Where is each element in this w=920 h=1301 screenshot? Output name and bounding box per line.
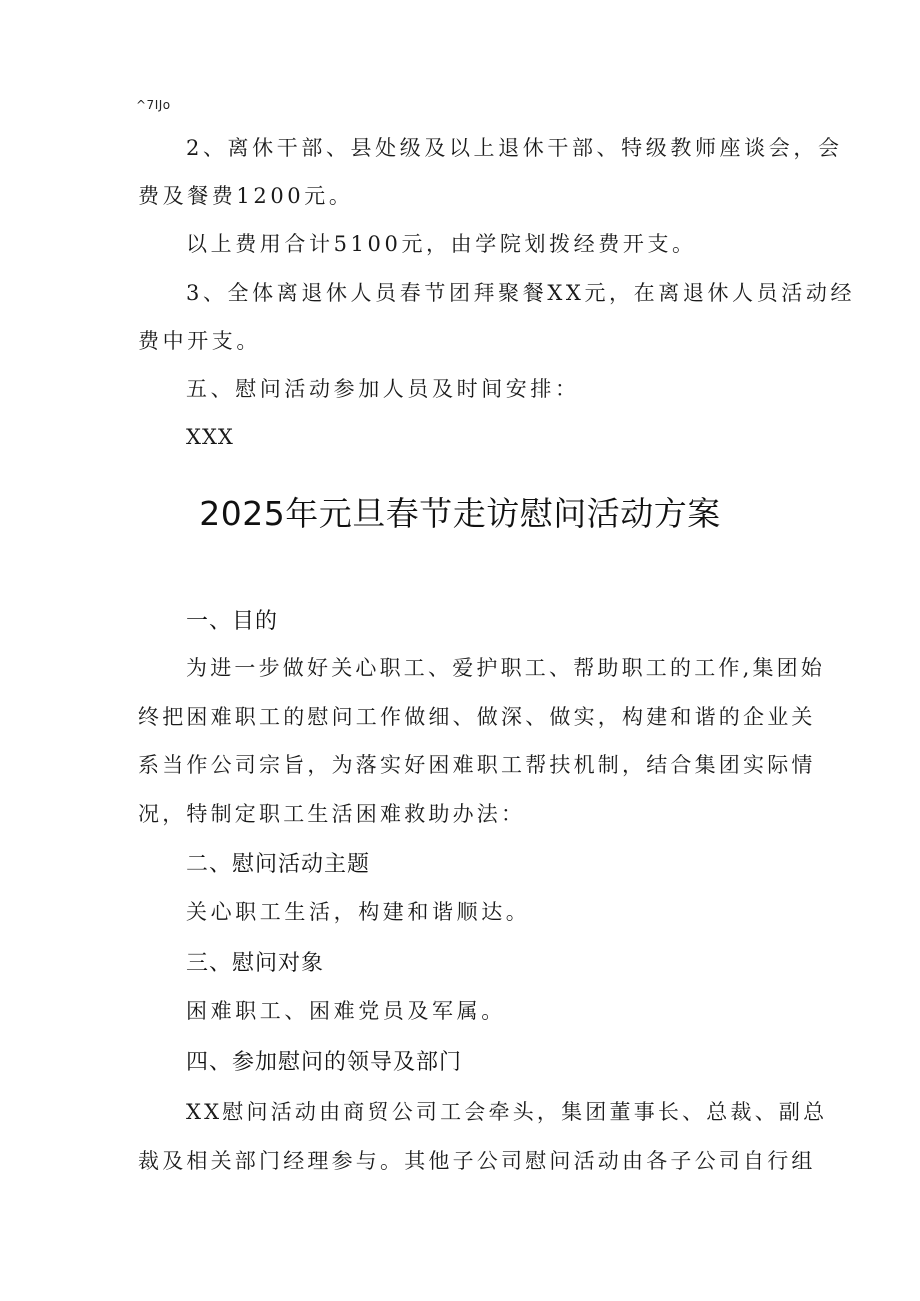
paragraph-line: 费及餐费1200元。 <box>138 184 354 208</box>
placeholder-line: XXX <box>186 425 234 449</box>
paragraph-line: 系当作公司宗旨，为落实好困难职工帮扶机制，结合集团实际情 <box>138 753 816 777</box>
paragraph-line: 况，特制定职工生活困难救助办法： <box>138 802 526 826</box>
heading-theme: 二、慰问活动主题 <box>186 852 371 877</box>
paragraph-line: 困难职工、困难党员及军属。 <box>186 999 506 1023</box>
heading-leaders: 四、参加慰问的领导及部门 <box>186 1050 463 1075</box>
document-title: 2025年元旦春节走访慰问活动方案 <box>199 494 721 533</box>
heading-target: 三、慰问对象 <box>186 951 325 976</box>
paragraph-line: 为进一步做好关心职工、爱护职工、帮助职工的工作,集团始 <box>186 656 826 680</box>
page-mark: ^7IJo <box>136 98 171 112</box>
paragraph-line: 2、离休干部、县处级及以上退休干部、特级教师座谈会，会 <box>186 136 843 160</box>
paragraph-line: 以上费用合计5100元，由学院划拨经费开支。 <box>186 232 697 256</box>
paragraph-line: 关心职工生活，构建和谐顺达。 <box>186 900 531 924</box>
paragraph-line: 费中开支。 <box>138 329 261 353</box>
heading-purpose: 一、目的 <box>186 609 279 634</box>
paragraph-line: 终把困难职工的慰问工作做细、做深、做实，构建和谐的企业关 <box>138 705 816 729</box>
paragraph-line: XX慰问活动由商贸公司工会牵头，集团董事长、总裁、副总 <box>186 1100 828 1124</box>
paragraph-line: 3、全体离退休人员春节团拜聚餐XX元，在离退休人员活动经 <box>186 281 856 305</box>
section-five-line: 五、慰问活动参加人员及时间安排： <box>186 377 580 401</box>
paragraph-line: 裁及相关部门经理参与。其他子公司慰问活动由各子公司自行组 <box>138 1149 816 1173</box>
